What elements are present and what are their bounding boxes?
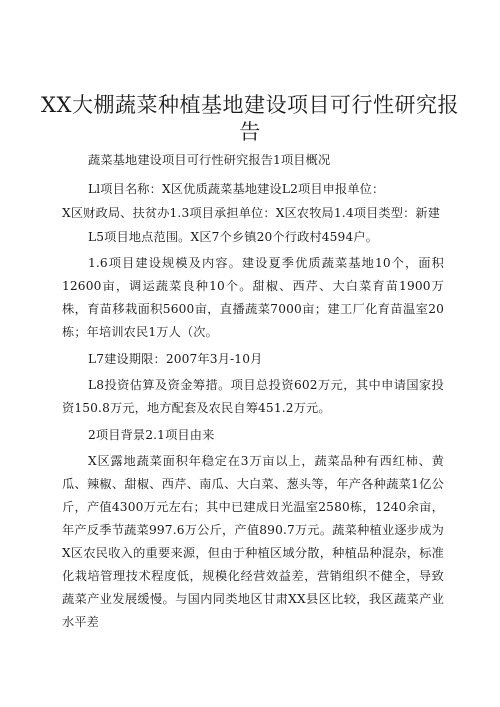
document-title [40, 92, 460, 146]
title-line-1: XX大棚蔬菜种植基地建设项目可行性研究报 [41, 93, 459, 117]
title-line-2: 告 [239, 120, 261, 144]
paragraph-project-location: L5项目地点范围。X区7个乡镇20个行政村4594户。 [88, 230, 379, 244]
paragraph-project-scale: 1.6项目建设规模及内容。建设夏季优质蔬菜基地10个，面积12600亩，调运蔬菜良种10个。甜椒、西芹、大白菜育苗1900万株，育苗移栽面积5600亩，直播蔬菜7000亩；建工厂化育苗温室20栋；年培训农民1万人（次。 [62, 256, 444, 339]
paragraph-project-name: Ll项目名称：X区优质蔬菜基地建设L2项目申报单位： [88, 182, 385, 196]
paragraph-project-units: X区财政局、扶贫办1.3项目承担单位：X区农牧局1.4项目类型：新建 [62, 206, 441, 220]
paragraph-investment: L8投资估算及资金筹措。项目总投资602万元，其中申请国家投资150.8万元，地方配套及农民自筹451.2万元。 [62, 378, 444, 415]
section-heading-overview: 蔬菜基地建设项目可行性研究报告1项目概况 [88, 153, 331, 167]
section-heading-background: 2项目背景2.1项目由来 [88, 428, 215, 442]
paragraph-project-origin: X区露地蔬菜面积年稳定在3万亩以上，蔬菜品种有西红柿、黄瓜、辣椒、甜椒、西芹、南瓜、大白菜、葱头等，年产各种蔬菜1亿公斤，产值4300万元左右；其中已建成日光温室2580栋，1240余亩，年产反季节蔬菜997.6万公斤，产值890.7万元。蔬菜种植业逐步成为X区农民收入的重要来源，但由于种植区域分散，种植品种混杂，标准化栽培管理技术程度低，规模化经营效益差，营销组织不健全，导致蔬菜产业发展缓慢。与国内同类地区甘肃XX县区比较，我区蔬菜产业水平差 [62, 454, 444, 629]
paragraph-construction-period: L7建设期限：2007年3月-10月 [88, 352, 263, 366]
